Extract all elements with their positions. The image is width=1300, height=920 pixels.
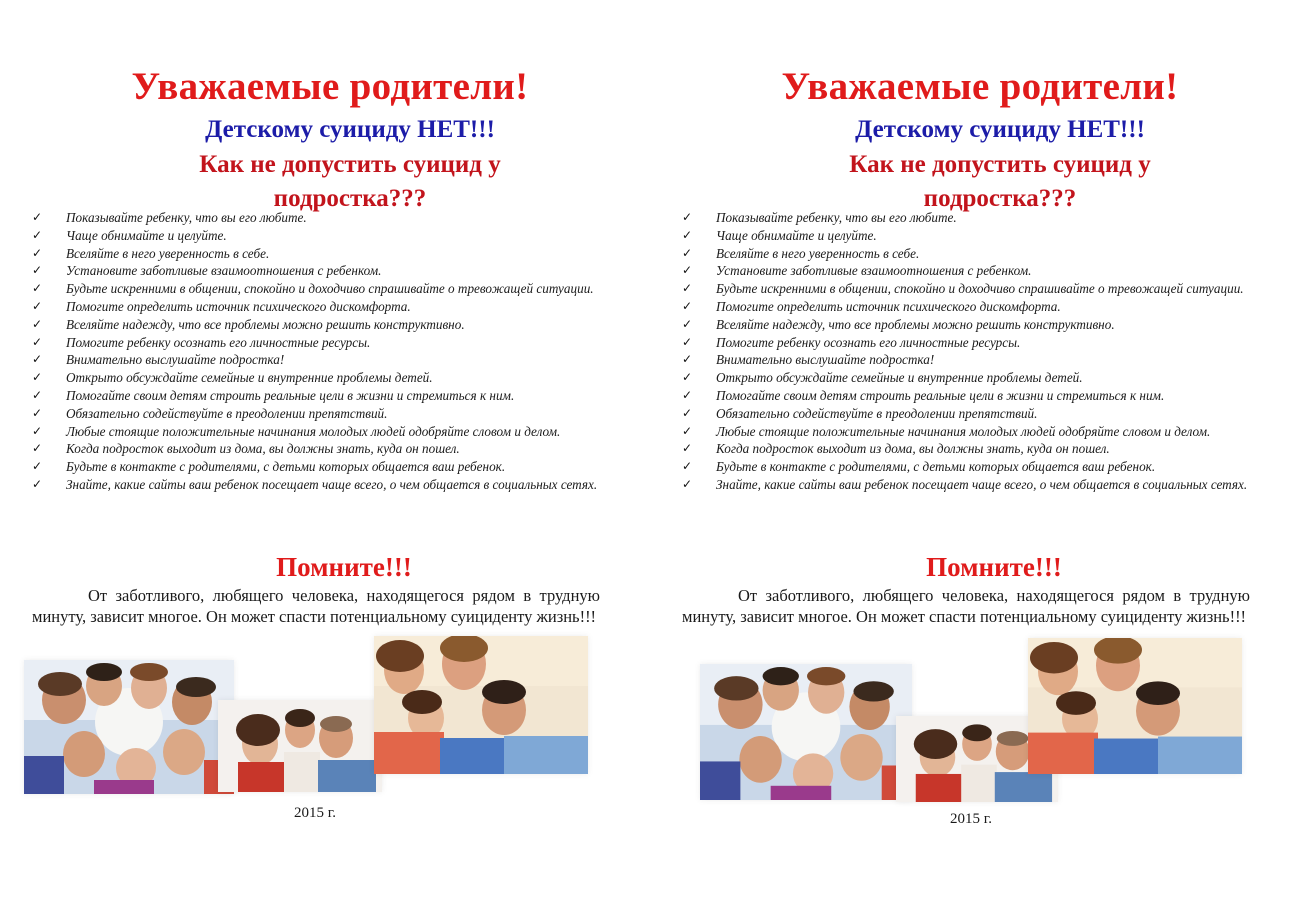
checkmark-icon: ✓ xyxy=(32,459,43,474)
tip-text: Открыто обсуждайте семейные и внутренние проблемы детей. xyxy=(716,370,1083,386)
checkmark-icon: ✓ xyxy=(32,227,43,242)
tip-text: Любые стоящие положительные начинания молодых людей одобряйте словом и делом. xyxy=(66,423,561,439)
tip-text: Показывайте ребенку, что вы его любите. xyxy=(66,210,307,225)
tip-item xyxy=(32,334,598,352)
checkmark-icon: ✓ xyxy=(32,476,43,491)
tip-text: Показывайте ребенку, что вы его любите. xyxy=(716,210,957,225)
tip-item xyxy=(32,476,598,494)
closing-paragraph: От заботливого, любящего человека, находящегося рядом в трудную минуту, зависит многое. Он может спасти потенциальному суициденту жизнь!!! xyxy=(32,586,600,626)
tip-item xyxy=(32,423,598,441)
tip-item xyxy=(682,458,1248,476)
tip-text: Будьте в контакте с родителями, с детьми которых общается ваш ребенок. xyxy=(716,459,1156,475)
checkmark-icon: ✓ xyxy=(682,316,693,331)
tip-text: Обязательно содействуйте в преодолении препятствий. xyxy=(66,405,388,421)
tip-item xyxy=(682,262,1248,280)
checkmark-icon: ✓ xyxy=(32,298,43,313)
checkmark-icon: ✓ xyxy=(32,334,43,349)
title: Уважаемые родители! xyxy=(781,65,1179,108)
tip-item xyxy=(682,440,1248,458)
tip-text: Обязательно содействуйте в преодолении препятствий. xyxy=(716,405,1038,421)
tip-text: Внимательно выслушайте подростка! xyxy=(66,352,285,368)
group-of-teens-photo xyxy=(24,660,234,794)
checkmark-icon: ✓ xyxy=(32,316,43,331)
tip-item xyxy=(32,209,598,227)
tip-item xyxy=(682,405,1248,423)
closing-paragraph: От заботливого, любящего человека, находящегося рядом в трудную минуту, зависит многое. Он может спасти потенциальному суициденту жизнь!!! xyxy=(682,586,1250,626)
tip-item xyxy=(32,262,598,280)
tip-item xyxy=(682,387,1248,405)
tip-text: Внимательно выслушайте подростка! xyxy=(716,352,935,368)
checkmark-icon: ✓ xyxy=(682,476,693,491)
checkmark-icon: ✓ xyxy=(682,352,693,367)
tips-list xyxy=(682,209,1248,494)
checkmark-icon: ✓ xyxy=(682,245,693,260)
checkmark-icon: ✓ xyxy=(682,423,693,438)
year: 2015 г. xyxy=(950,811,992,827)
tip-text: Будьте искренними в общении, спокойно и доходчиво спрашивайте о тревожащей ситуации. xyxy=(66,281,594,297)
tip-item xyxy=(32,280,598,298)
tip-item xyxy=(682,476,1248,494)
checkmark-icon: ✓ xyxy=(32,352,43,367)
checkmark-icon: ✓ xyxy=(32,423,43,438)
tip-text: Помогайте своим детям строить реальные цели в жизни и стремиться к ним. xyxy=(716,387,1165,403)
checkmark-icon: ✓ xyxy=(32,281,43,296)
tip-text: Чаще обнимайте и целуйте. xyxy=(716,227,877,243)
checkmark-icon: ✓ xyxy=(682,210,693,224)
tip-text: Будьте в контакте с родителями, с детьми которых общается ваш ребенок. xyxy=(66,459,506,475)
tip-text: Вселяйте надежду, что все проблемы можно решить конструктивно. xyxy=(716,316,1115,332)
tip-text: Чаще обнимайте и целуйте. xyxy=(66,227,227,243)
tip-text: Знайте, какие сайты ваш ребенок посещает чаще всего, о чем общается в социальных сетях. xyxy=(66,476,598,492)
checkmark-icon: ✓ xyxy=(682,227,693,242)
tip-text: Помогите ребенку осознать его личностные ресурсы. xyxy=(66,334,371,350)
checkmark-icon: ✓ xyxy=(682,370,693,385)
tip-text: Знайте, какие сайты ваш ребенок посещает чаще всего, о чем общается в социальных сетях. xyxy=(716,476,1248,492)
tip-text: Помогайте своим детям строить реальные цели в жизни и стремиться к ним. xyxy=(66,387,515,403)
tip-item xyxy=(682,298,1248,316)
tip-text: Любые стоящие положительные начинания молодых людей одобряйте словом и делом. xyxy=(716,423,1211,439)
question-heading: Как не допустить суицид у подростка??? xyxy=(199,151,501,212)
tip-item xyxy=(682,316,1248,334)
tip-item xyxy=(32,298,598,316)
tips-list xyxy=(32,209,598,494)
tip-item xyxy=(32,351,598,369)
tip-text: Установите заботливые взаимоотношения с ребенком. xyxy=(66,263,382,279)
subtitle: Детскому суициду НЕТ!!! xyxy=(855,116,1145,143)
tip-text: Вселяйте в него уверенность в себе. xyxy=(66,245,270,261)
tip-text: Будьте искренними в общении, спокойно и доходчиво спрашивайте о тревожащей ситуации. xyxy=(716,281,1244,297)
year: 2015 г. xyxy=(294,805,336,821)
tip-text: Открыто обсуждайте семейные и внутренние проблемы детей. xyxy=(66,370,433,386)
checkmark-icon: ✓ xyxy=(32,370,43,385)
tip-item xyxy=(682,209,1248,227)
checkmark-icon: ✓ xyxy=(32,387,43,402)
tip-item xyxy=(682,351,1248,369)
checkmark-icon: ✓ xyxy=(682,334,693,349)
leaflet-page-right xyxy=(650,0,1300,920)
checkmark-icon: ✓ xyxy=(682,263,693,278)
tip-item xyxy=(32,369,598,387)
checkmark-icon: ✓ xyxy=(32,210,43,224)
tip-item xyxy=(32,405,598,423)
tip-item xyxy=(32,440,598,458)
remember-heading: Помните!!! xyxy=(926,552,1062,582)
tip-item xyxy=(32,387,598,405)
teens-selfie-photo xyxy=(374,636,588,774)
remember-heading: Помните!!! xyxy=(276,552,412,582)
subtitle: Детскому суициду НЕТ!!! xyxy=(205,116,495,143)
checkmark-icon: ✓ xyxy=(32,441,43,456)
tip-text: Когда подросток выходит из дома, вы должны знать, куда он пошел. xyxy=(66,441,460,457)
tip-item xyxy=(32,245,598,263)
checkmark-icon: ✓ xyxy=(32,245,43,260)
tip-item xyxy=(682,245,1248,263)
tip-text: Когда подросток выходит из дома, вы должны знать, куда он пошел. xyxy=(716,441,1110,457)
tip-text: Помогите определить источник психического дискомфорта. xyxy=(66,298,411,314)
tip-item xyxy=(682,280,1248,298)
teens-selfie-photo xyxy=(1028,638,1242,774)
checkmark-icon: ✓ xyxy=(682,405,693,420)
tip-item xyxy=(682,334,1248,352)
tip-item xyxy=(32,458,598,476)
tip-item xyxy=(682,369,1248,387)
checkmark-icon: ✓ xyxy=(682,459,693,474)
tip-text: Установите заботливые взаимоотношения с ребенком. xyxy=(716,263,1032,279)
checkmark-icon: ✓ xyxy=(32,405,43,420)
tip-text: Вселяйте надежду, что все проблемы можно решить конструктивно. xyxy=(66,316,465,332)
checkmark-icon: ✓ xyxy=(682,441,693,456)
tip-text: Вселяйте в него уверенность в себе. xyxy=(716,245,920,261)
checkmark-icon: ✓ xyxy=(682,298,693,313)
family-photo xyxy=(218,700,382,792)
checkmark-icon: ✓ xyxy=(32,263,43,278)
tip-item xyxy=(682,227,1248,245)
group-of-teens-photo xyxy=(700,664,912,800)
tip-text: Помогите ребенку осознать его личностные ресурсы. xyxy=(716,334,1021,350)
question-heading: Как не допустить суицид у подростка??? xyxy=(849,151,1151,212)
tip-text: Помогите определить источник психического дискомфорта. xyxy=(716,298,1061,314)
title: Уважаемые родители! xyxy=(131,65,529,108)
tip-item xyxy=(682,423,1248,441)
tip-item xyxy=(32,227,598,245)
checkmark-icon: ✓ xyxy=(682,281,693,296)
tip-item xyxy=(32,316,598,334)
checkmark-icon: ✓ xyxy=(682,387,693,402)
